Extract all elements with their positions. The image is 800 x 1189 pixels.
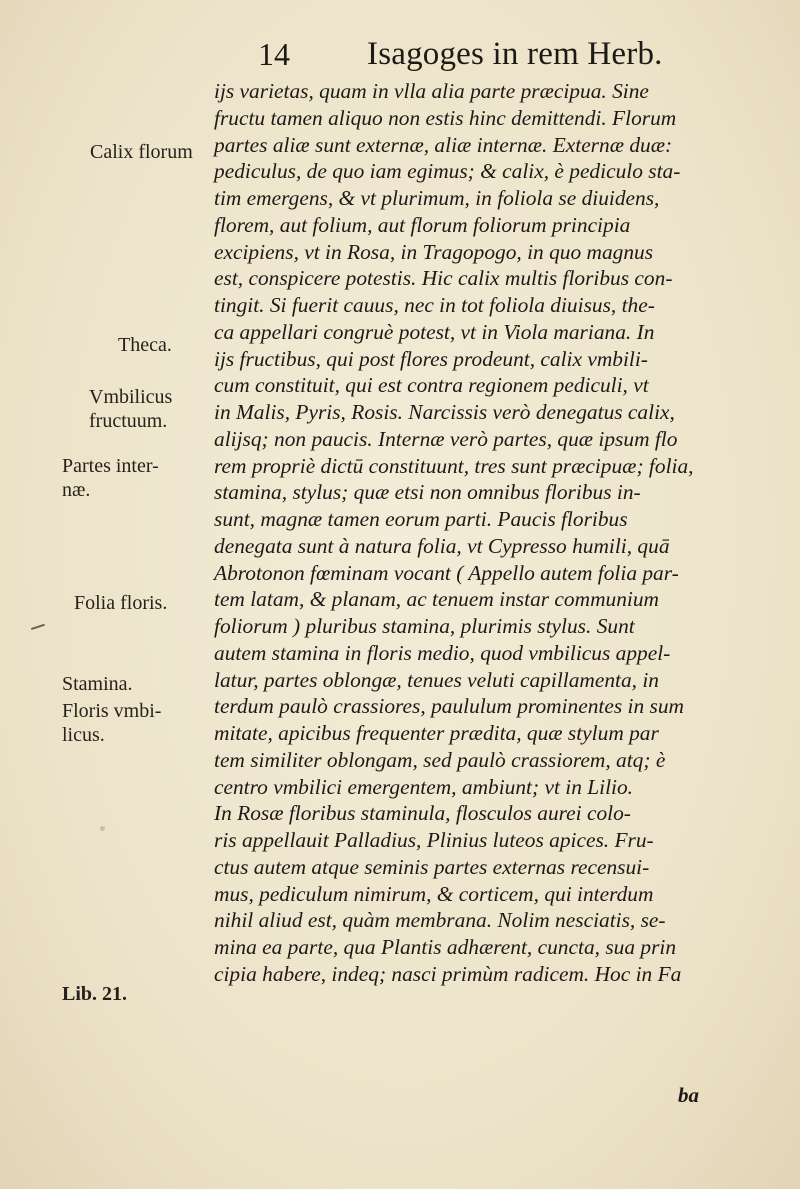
- text-line: tem latam, & planam, ac tenuem instar communium: [214, 587, 659, 612]
- text-line: tim emergens, & vt plurimum, in foliola se diuidens,: [214, 186, 660, 210]
- margin-note-line: Partes inter-: [62, 455, 159, 477]
- text-line: ijs varietas, quam in vlla alia parte præcipua. Sine: [214, 79, 649, 103]
- text-line: foliorum ) pluribus stamina, plurimis stylus. Sunt: [214, 614, 635, 638]
- text-line: rem propriè dictū constituunt, tres sunt præcipuæ; folia,: [214, 453, 694, 478]
- text-line: nihil aliud est, quàm membrana. Nolim nesciatis, se-: [214, 908, 666, 933]
- text-line: in Malis, Pyris, Rosis. Narcissis verò denegatus calix,: [214, 400, 675, 424]
- text-line: fructu tamen aliquo non estis hinc demittendi. Florum: [214, 105, 677, 130]
- catchword: ba: [678, 1083, 699, 1107]
- margin-note-floris-vmbilicus: [62, 699, 161, 747]
- text-line: tingit. Si fuerit cauus, nec in tot foliola diuisus, the-: [214, 293, 655, 317]
- text-line: stamina, stylus; quæ etsi non omnibus floribus in-: [214, 480, 641, 505]
- text-line: sunt, magnæ tamen eorum parti. Paucis floribus: [214, 507, 628, 531]
- text-line: alijsq; non paucis. Internæ verò partes, quæ ipsum flo: [214, 426, 678, 451]
- margin-note-folia-floris: [74, 591, 167, 615]
- text-line: pediculus, de quo iam egimus; & calix, è pediculo sta-: [214, 159, 681, 184]
- page-number: 14: [258, 36, 290, 72]
- margin-note-partes-internae: [62, 454, 159, 502]
- text-line: latur, partes oblongæ, tenues veluti capillamenta, in: [214, 667, 660, 692]
- text-line: mus, pediculum nimirum, & corticem, qui interdum: [214, 881, 654, 906]
- text-line: excipiens, vt in Rosa, in Tragopogo, in quo magnus: [214, 239, 654, 264]
- margin-note-line: licus.: [62, 724, 105, 746]
- main-text-block: [214, 78, 774, 988]
- text-line: florem, aut folium, aut florum foliorum principia: [214, 212, 631, 237]
- paper-speck: [100, 826, 105, 831]
- margin-note-line: Folia floris.: [74, 592, 168, 614]
- text-line: cum constituit, qui est contra regionem pediculi, vt: [214, 373, 649, 398]
- margin-note-calix: [90, 140, 193, 164]
- margin-note-line: Theca.: [118, 334, 172, 356]
- text-line: tem similiter oblongam, sed paulò crassiorem, atq; è: [214, 747, 666, 772]
- text-line: cipia habere, indeq; nasci primùm radicem. Hoc in Fa: [214, 961, 682, 986]
- ink-mark: [29, 618, 45, 630]
- text-line: mina ea parte, qua Plantis adhærent, cuncta, sua prin: [214, 935, 677, 959]
- margin-note-lib: [62, 982, 127, 1006]
- text-line: ris appellauit Palladius, Plinius luteos apices. Fru-: [214, 828, 654, 852]
- text-line: mitate, apicibus frequenter prædita, quæ stylum par: [214, 721, 659, 745]
- margin-note-line: Lib. 21.: [62, 983, 128, 1005]
- text-line: ctus autem atque seminis partes externas recensui-: [214, 854, 650, 879]
- margin-note-line: næ.: [62, 479, 91, 501]
- running-title: Isagoges in rem Herb.: [367, 36, 663, 72]
- margin-note-line: Stamina.: [62, 673, 133, 695]
- margin-note-line: Calix florum: [90, 141, 193, 163]
- text-line: autem stamina in floris medio, quod vmbilicus appel-: [214, 640, 671, 665]
- margin-note-theca: [118, 333, 172, 357]
- text-line: Abrotonon fœminam vocant ( Appello autem folia par-: [214, 560, 679, 585]
- margin-note-stamina: [62, 672, 133, 696]
- margin-note-line: fructuum.: [89, 410, 168, 432]
- text-line: est, conspicere potestis. Hic calix multis floribus con-: [214, 266, 673, 291]
- text-line: In Rosæ floribus staminula, flosculos aurei colo-: [214, 801, 631, 826]
- text-line: denegata sunt à natura folia, vt Cypresso humili, quā: [214, 533, 670, 558]
- text-line: centro vmbilici emergentem, ambiunt; vt in Lilio.: [214, 774, 634, 799]
- text-line: ijs fructibus, qui post flores prodeunt, calix vmbili-: [214, 346, 648, 371]
- margin-note-line: Floris vmbi-: [62, 700, 162, 722]
- margin-note-line: Vmbilicus: [89, 386, 173, 408]
- margin-note-vmbilicus-fructuum: [89, 385, 172, 433]
- text-line: terdum paulò crassiores, paululum prominentes in sum: [214, 694, 684, 719]
- page-header: [0, 34, 800, 74]
- text-line: partes aliæ sunt externæ, aliæ internæ. Externæ duæ:: [214, 132, 673, 157]
- text-line: ca appellari congruè potest, vt in Viola mariana. In: [214, 319, 655, 344]
